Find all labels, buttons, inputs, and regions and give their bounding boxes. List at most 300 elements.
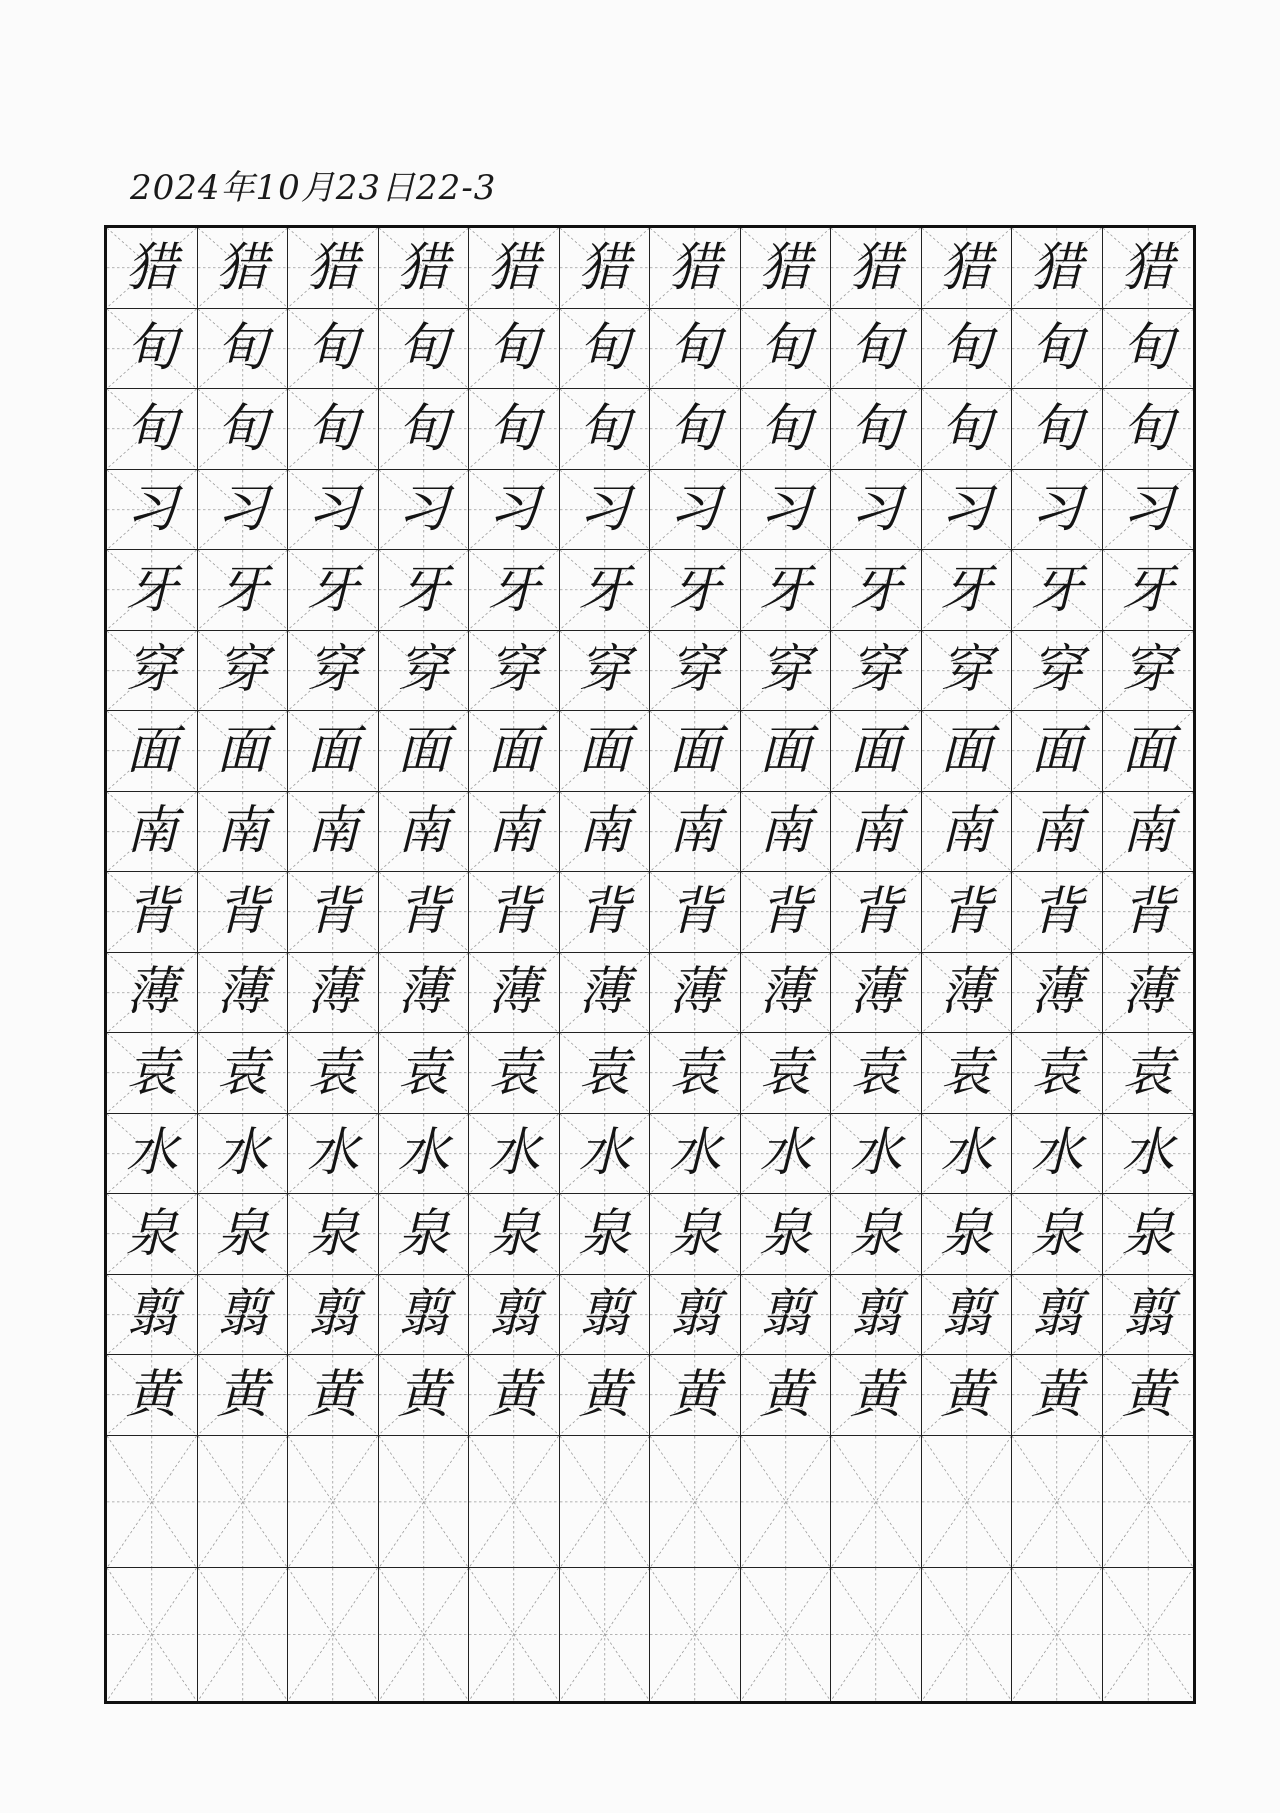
handwritten-char: 南 bbox=[306, 801, 359, 862]
handwritten-char: 翦 bbox=[1121, 1284, 1174, 1345]
handwritten-char: 旬 bbox=[487, 398, 540, 459]
grid-cell bbox=[560, 389, 651, 470]
grid-cell bbox=[107, 1194, 198, 1275]
grid-cell bbox=[379, 1275, 470, 1356]
handwritten-char: 面 bbox=[1030, 720, 1083, 781]
grid-cell bbox=[1012, 1033, 1103, 1114]
handwritten-char bbox=[831, 1436, 921, 1568]
grid-cell bbox=[379, 792, 470, 873]
grid-cell bbox=[922, 228, 1013, 309]
grid-cell bbox=[831, 550, 922, 631]
grid-cell bbox=[1103, 792, 1194, 873]
grid-cell bbox=[288, 228, 379, 309]
grid-cell bbox=[650, 1355, 741, 1436]
handwritten-char: 猎 bbox=[306, 237, 359, 298]
grid-row bbox=[107, 792, 1193, 873]
grid-cell bbox=[922, 1355, 1013, 1436]
handwritten-char: 背 bbox=[487, 881, 540, 942]
handwritten-char bbox=[741, 1436, 831, 1568]
grid-cell bbox=[379, 872, 470, 953]
grid-cell bbox=[1012, 1355, 1103, 1436]
grid-cell bbox=[1103, 1275, 1194, 1356]
handwritten-char bbox=[831, 1568, 921, 1701]
handwritten-char: 翦 bbox=[849, 1284, 902, 1345]
grid-row bbox=[107, 1114, 1193, 1195]
handwritten-char: 黄 bbox=[306, 1364, 359, 1425]
handwritten-char bbox=[198, 1436, 288, 1568]
grid-cell bbox=[560, 1114, 651, 1195]
grid-cell bbox=[107, 953, 198, 1034]
grid-cell bbox=[107, 228, 198, 309]
grid-cell bbox=[831, 1114, 922, 1195]
handwritten-char: 穿 bbox=[940, 640, 993, 701]
grid-cell bbox=[922, 1114, 1013, 1195]
handwritten-char: 泉 bbox=[940, 1203, 993, 1264]
grid-cell bbox=[650, 1436, 741, 1569]
handwritten-char: 旬 bbox=[940, 398, 993, 459]
handwritten-char: 薄 bbox=[125, 962, 178, 1023]
handwritten-char: 牙 bbox=[1121, 559, 1174, 620]
handwritten-char bbox=[379, 1436, 469, 1568]
grid-cell bbox=[1103, 711, 1194, 792]
handwritten-char bbox=[922, 1436, 1012, 1568]
grid-cell bbox=[1103, 1355, 1194, 1436]
grid-cell bbox=[560, 792, 651, 873]
handwritten-char: 旬 bbox=[849, 398, 902, 459]
grid-cell bbox=[560, 1436, 651, 1569]
handwritten-char: 黄 bbox=[397, 1364, 450, 1425]
handwritten-char: 黄 bbox=[216, 1364, 269, 1425]
handwritten-char: 薄 bbox=[216, 962, 269, 1023]
grid-cell bbox=[560, 711, 651, 792]
handwritten-char: 水 bbox=[1121, 1123, 1174, 1184]
grid-cell bbox=[1012, 1568, 1103, 1701]
handwritten-char: 牙 bbox=[940, 559, 993, 620]
handwritten-char: 水 bbox=[578, 1123, 631, 1184]
handwritten-char: 面 bbox=[397, 720, 450, 781]
grid-cell bbox=[1012, 1194, 1103, 1275]
grid-cell bbox=[831, 711, 922, 792]
handwritten-char: 袁 bbox=[940, 1042, 993, 1103]
grid-cell bbox=[650, 1114, 741, 1195]
handwritten-char bbox=[1012, 1436, 1102, 1568]
grid-cell bbox=[379, 470, 470, 551]
handwritten-char: 猎 bbox=[1030, 237, 1083, 298]
grid-cell bbox=[831, 631, 922, 712]
grid-cell bbox=[650, 1194, 741, 1275]
handwritten-char: 习 bbox=[125, 479, 178, 540]
handwritten-char: 习 bbox=[1030, 479, 1083, 540]
grid-cell bbox=[107, 792, 198, 873]
handwritten-char: 翦 bbox=[940, 1284, 993, 1345]
handwritten-char: 旬 bbox=[306, 398, 359, 459]
handwritten-char: 泉 bbox=[306, 1203, 359, 1264]
grid-cell bbox=[198, 1355, 289, 1436]
grid-cell bbox=[198, 470, 289, 551]
handwritten-char: 泉 bbox=[1030, 1203, 1083, 1264]
grid-row bbox=[107, 309, 1193, 390]
handwritten-char: 南 bbox=[487, 801, 540, 862]
handwritten-char: 薄 bbox=[306, 962, 359, 1023]
handwritten-char: 猎 bbox=[216, 237, 269, 298]
grid-cell bbox=[1012, 631, 1103, 712]
handwritten-char: 牙 bbox=[306, 559, 359, 620]
grid-cell bbox=[560, 1275, 651, 1356]
grid-cell bbox=[107, 1275, 198, 1356]
grid-cell bbox=[288, 550, 379, 631]
handwritten-char: 袁 bbox=[487, 1042, 540, 1103]
grid-cell bbox=[1012, 1275, 1103, 1356]
grid-cell bbox=[1103, 309, 1194, 390]
handwritten-char: 猎 bbox=[578, 237, 631, 298]
grid-row bbox=[107, 470, 1193, 551]
grid-cell bbox=[107, 389, 198, 470]
grid-cell bbox=[741, 711, 832, 792]
handwritten-char: 旬 bbox=[940, 318, 993, 379]
handwritten-char: 面 bbox=[216, 720, 269, 781]
grid-cell bbox=[288, 1033, 379, 1114]
handwritten-char: 薄 bbox=[578, 962, 631, 1023]
handwritten-char: 牙 bbox=[125, 559, 178, 620]
handwritten-char: 穿 bbox=[397, 640, 450, 701]
handwritten-char: 习 bbox=[306, 479, 359, 540]
date-header: 2024年10月23日22-3 bbox=[130, 168, 497, 208]
grid-cell bbox=[469, 470, 560, 551]
grid-cell bbox=[469, 711, 560, 792]
grid-cell bbox=[741, 470, 832, 551]
grid-cell bbox=[650, 792, 741, 873]
handwritten-char bbox=[379, 1568, 469, 1701]
handwritten-char: 水 bbox=[940, 1123, 993, 1184]
grid-cell bbox=[469, 631, 560, 712]
handwritten-char: 袁 bbox=[216, 1042, 269, 1103]
grid-cell bbox=[198, 1114, 289, 1195]
grid-cell bbox=[831, 470, 922, 551]
handwritten-char: 穿 bbox=[1121, 640, 1174, 701]
handwritten-char: 黄 bbox=[759, 1364, 812, 1425]
grid-cell bbox=[288, 1355, 379, 1436]
handwritten-char: 泉 bbox=[487, 1203, 540, 1264]
handwritten-char: 穿 bbox=[578, 640, 631, 701]
grid-cell bbox=[560, 631, 651, 712]
grid-cell bbox=[1012, 550, 1103, 631]
handwritten-char: 旬 bbox=[216, 398, 269, 459]
grid-cell bbox=[650, 711, 741, 792]
handwritten-char: 黄 bbox=[125, 1364, 178, 1425]
grid-cell bbox=[288, 470, 379, 551]
grid-cell bbox=[469, 550, 560, 631]
handwritten-char: 牙 bbox=[578, 559, 631, 620]
handwritten-char: 黄 bbox=[668, 1364, 721, 1425]
handwritten-char: 旬 bbox=[397, 398, 450, 459]
handwritten-char: 旬 bbox=[216, 318, 269, 379]
handwritten-char: 穿 bbox=[487, 640, 540, 701]
grid-cell bbox=[198, 872, 289, 953]
handwritten-char: 背 bbox=[1121, 881, 1174, 942]
grid-cell bbox=[922, 1194, 1013, 1275]
handwritten-char: 袁 bbox=[306, 1042, 359, 1103]
handwritten-char: 袁 bbox=[1030, 1042, 1083, 1103]
grid-cell bbox=[922, 309, 1013, 390]
grid-cell bbox=[288, 1114, 379, 1195]
grid-cell bbox=[379, 389, 470, 470]
grid-cell bbox=[831, 792, 922, 873]
handwritten-char: 旬 bbox=[578, 398, 631, 459]
handwritten-char: 旬 bbox=[487, 318, 540, 379]
grid-cell bbox=[831, 1436, 922, 1569]
grid-cell bbox=[107, 1436, 198, 1569]
grid-cell bbox=[288, 389, 379, 470]
grid-cell bbox=[650, 228, 741, 309]
grid-cell bbox=[741, 1114, 832, 1195]
handwritten-char: 泉 bbox=[578, 1203, 631, 1264]
grid-cell bbox=[741, 1275, 832, 1356]
grid-cell bbox=[379, 711, 470, 792]
grid-cell bbox=[1012, 470, 1103, 551]
grid-cell bbox=[1103, 470, 1194, 551]
handwritten-char: 南 bbox=[125, 801, 178, 862]
grid-row bbox=[107, 872, 1193, 953]
practice-grid bbox=[104, 225, 1196, 1704]
handwritten-char: 背 bbox=[668, 881, 721, 942]
handwritten-char: 背 bbox=[759, 881, 812, 942]
grid-cell bbox=[922, 872, 1013, 953]
grid-cell bbox=[107, 872, 198, 953]
grid-cell bbox=[560, 1355, 651, 1436]
grid-cell bbox=[741, 228, 832, 309]
grid-cell bbox=[469, 872, 560, 953]
grid-row bbox=[107, 1568, 1193, 1701]
handwritten-char: 猎 bbox=[125, 237, 178, 298]
grid-cell bbox=[922, 631, 1013, 712]
grid-cell bbox=[560, 309, 651, 390]
handwritten-char: 黄 bbox=[1121, 1364, 1174, 1425]
handwritten-char: 穿 bbox=[759, 640, 812, 701]
handwritten-char: 黄 bbox=[578, 1364, 631, 1425]
grid-cell bbox=[379, 631, 470, 712]
handwritten-char: 水 bbox=[849, 1123, 902, 1184]
grid-cell bbox=[1012, 953, 1103, 1034]
handwritten-char: 袁 bbox=[849, 1042, 902, 1103]
handwritten-char: 习 bbox=[397, 479, 450, 540]
handwritten-char: 黄 bbox=[487, 1364, 540, 1425]
grid-cell bbox=[288, 711, 379, 792]
handwritten-char: 牙 bbox=[397, 559, 450, 620]
grid-cell bbox=[650, 470, 741, 551]
grid-cell bbox=[1012, 1114, 1103, 1195]
handwritten-char: 翦 bbox=[578, 1284, 631, 1345]
handwritten-char bbox=[922, 1568, 1012, 1701]
handwritten-char: 薄 bbox=[668, 962, 721, 1023]
handwritten-char: 牙 bbox=[759, 559, 812, 620]
grid-cell bbox=[288, 872, 379, 953]
grid-cell bbox=[922, 711, 1013, 792]
grid-cell bbox=[650, 550, 741, 631]
handwritten-char bbox=[560, 1568, 650, 1701]
grid-row bbox=[107, 1194, 1193, 1275]
handwritten-char: 猎 bbox=[1121, 237, 1174, 298]
grid-cell bbox=[469, 1033, 560, 1114]
handwritten-char: 习 bbox=[216, 479, 269, 540]
grid-cell bbox=[198, 1568, 289, 1701]
handwritten-char: 背 bbox=[940, 881, 993, 942]
handwritten-char: 面 bbox=[940, 720, 993, 781]
grid-cell bbox=[831, 1194, 922, 1275]
handwritten-char: 翦 bbox=[668, 1284, 721, 1345]
handwritten-char: 旬 bbox=[125, 318, 178, 379]
handwritten-char: 穿 bbox=[849, 640, 902, 701]
grid-row bbox=[107, 389, 1193, 470]
handwritten-char: 袁 bbox=[1121, 1042, 1174, 1103]
handwritten-char bbox=[560, 1436, 650, 1568]
handwritten-char: 袁 bbox=[759, 1042, 812, 1103]
handwritten-char: 泉 bbox=[668, 1203, 721, 1264]
grid-cell bbox=[379, 228, 470, 309]
handwritten-char: 薄 bbox=[397, 962, 450, 1023]
grid-cell bbox=[469, 1194, 560, 1275]
handwritten-char bbox=[1103, 1436, 1194, 1568]
grid-cell bbox=[1103, 631, 1194, 712]
handwritten-char: 旬 bbox=[1030, 318, 1083, 379]
handwritten-char: 穿 bbox=[306, 640, 359, 701]
handwritten-char: 旬 bbox=[759, 318, 812, 379]
handwritten-char bbox=[650, 1568, 740, 1701]
handwritten-char: 猎 bbox=[759, 237, 812, 298]
handwritten-char: 翦 bbox=[216, 1284, 269, 1345]
grid-cell bbox=[741, 1436, 832, 1569]
handwritten-char: 猎 bbox=[487, 237, 540, 298]
handwritten-char: 背 bbox=[578, 881, 631, 942]
grid-cell bbox=[560, 1568, 651, 1701]
grid-cell bbox=[107, 711, 198, 792]
grid-cell bbox=[107, 470, 198, 551]
grid-row bbox=[107, 228, 1193, 309]
handwritten-char: 南 bbox=[578, 801, 631, 862]
grid-cell bbox=[650, 953, 741, 1034]
grid-cell bbox=[922, 953, 1013, 1034]
grid-cell bbox=[288, 953, 379, 1034]
grid-cell bbox=[1012, 1436, 1103, 1569]
handwritten-char: 面 bbox=[1121, 720, 1174, 781]
handwritten-char bbox=[469, 1568, 559, 1701]
grid-cell bbox=[741, 1033, 832, 1114]
grid-cell bbox=[379, 1436, 470, 1569]
grid-cell bbox=[469, 792, 560, 873]
handwritten-char: 黄 bbox=[940, 1364, 993, 1425]
handwritten-char: 黄 bbox=[1030, 1364, 1083, 1425]
grid-cell bbox=[379, 1194, 470, 1275]
grid-cell bbox=[107, 1355, 198, 1436]
grid-cell bbox=[288, 1194, 379, 1275]
grid-cell bbox=[560, 228, 651, 309]
grid-cell bbox=[107, 309, 198, 390]
handwritten-char: 旬 bbox=[397, 318, 450, 379]
handwritten-char: 习 bbox=[849, 479, 902, 540]
handwritten-char: 旬 bbox=[759, 398, 812, 459]
handwritten-char: 面 bbox=[668, 720, 721, 781]
handwritten-char: 南 bbox=[759, 801, 812, 862]
grid-cell bbox=[469, 953, 560, 1034]
grid-row bbox=[107, 1436, 1193, 1569]
grid-cell bbox=[1012, 711, 1103, 792]
handwritten-char: 背 bbox=[1030, 881, 1083, 942]
grid-cell bbox=[831, 389, 922, 470]
handwritten-char: 面 bbox=[125, 720, 178, 781]
grid-cell bbox=[650, 1568, 741, 1701]
handwritten-char: 水 bbox=[306, 1123, 359, 1184]
grid-cell bbox=[198, 631, 289, 712]
grid-cell bbox=[469, 1568, 560, 1701]
handwritten-char bbox=[107, 1436, 197, 1568]
handwritten-char: 习 bbox=[940, 479, 993, 540]
grid-cell bbox=[1012, 228, 1103, 309]
grid-cell bbox=[379, 1114, 470, 1195]
handwritten-char: 猎 bbox=[397, 237, 450, 298]
handwritten-char bbox=[650, 1436, 740, 1568]
grid-cell bbox=[379, 309, 470, 390]
grid-cell bbox=[650, 872, 741, 953]
grid-row bbox=[107, 1033, 1193, 1114]
grid-cell bbox=[107, 631, 198, 712]
handwritten-char: 水 bbox=[759, 1123, 812, 1184]
handwritten-char: 袁 bbox=[397, 1042, 450, 1103]
grid-cell bbox=[1103, 550, 1194, 631]
grid-cell bbox=[741, 792, 832, 873]
grid-cell bbox=[288, 309, 379, 390]
handwritten-char: 猎 bbox=[849, 237, 902, 298]
handwritten-char: 穿 bbox=[216, 640, 269, 701]
grid-cell bbox=[922, 1568, 1013, 1701]
grid-cell bbox=[198, 1033, 289, 1114]
grid-cell bbox=[1012, 309, 1103, 390]
handwritten-char: 薄 bbox=[940, 962, 993, 1023]
handwritten-char: 南 bbox=[397, 801, 450, 862]
grid-row bbox=[107, 953, 1193, 1034]
grid-cell bbox=[469, 1114, 560, 1195]
handwritten-char: 背 bbox=[125, 881, 178, 942]
handwritten-char: 泉 bbox=[759, 1203, 812, 1264]
handwritten-char: 水 bbox=[668, 1123, 721, 1184]
handwritten-char: 水 bbox=[397, 1123, 450, 1184]
grid-cell bbox=[469, 1275, 560, 1356]
grid-cell bbox=[198, 389, 289, 470]
handwritten-char: 背 bbox=[397, 881, 450, 942]
grid-cell bbox=[922, 550, 1013, 631]
grid-cell bbox=[831, 1355, 922, 1436]
grid-cell bbox=[560, 550, 651, 631]
handwritten-char: 面 bbox=[487, 720, 540, 781]
handwritten-char bbox=[1103, 1568, 1194, 1701]
grid-cell bbox=[831, 953, 922, 1034]
grid-cell bbox=[379, 1568, 470, 1701]
handwritten-char: 背 bbox=[216, 881, 269, 942]
handwritten-char: 袁 bbox=[578, 1042, 631, 1103]
handwritten-char: 穿 bbox=[668, 640, 721, 701]
handwritten-char: 猎 bbox=[940, 237, 993, 298]
handwritten-char: 薄 bbox=[849, 962, 902, 1023]
handwritten-char: 牙 bbox=[668, 559, 721, 620]
handwritten-char: 旬 bbox=[306, 318, 359, 379]
grid-row bbox=[107, 711, 1193, 792]
grid-cell bbox=[650, 389, 741, 470]
handwritten-char: 南 bbox=[849, 801, 902, 862]
grid-cell bbox=[379, 1355, 470, 1436]
handwritten-char: 旬 bbox=[578, 318, 631, 379]
grid-cell bbox=[469, 1436, 560, 1569]
grid-cell bbox=[1103, 1033, 1194, 1114]
grid-cell bbox=[469, 228, 560, 309]
grid-cell bbox=[650, 631, 741, 712]
